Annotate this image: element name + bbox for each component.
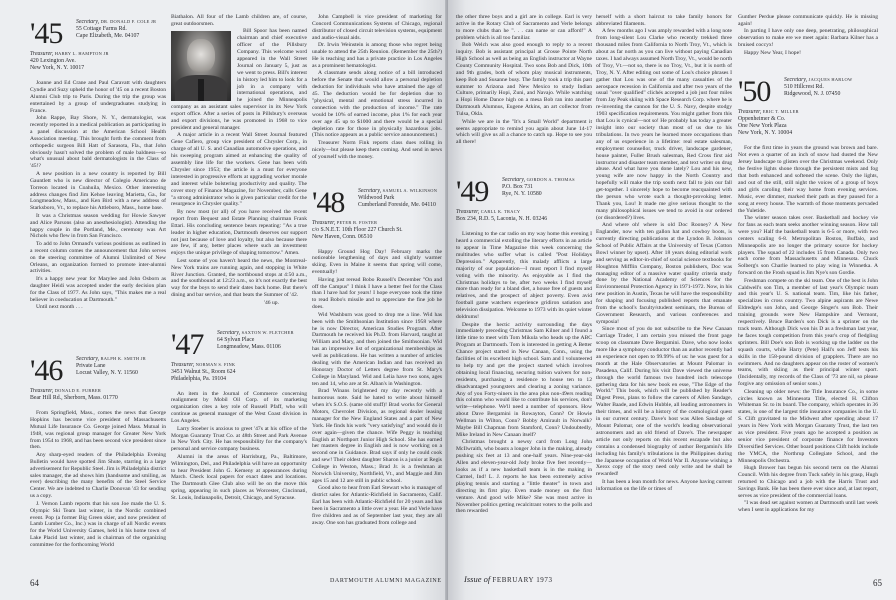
- paragraph: A classmate sends along notice of a bill introduced before the Senate that would allow a personal depletion deduction for individuals who have attained the age of 45. The deduction would be for depletion due to "physical, mental and emotional stress incurred in connection with the production of income." The rate would be 10% of earned income, plus 1% for each year over age 45 up to $1000 and there would be a special depletion rate for those in physically hazardous jobs. (This notice appears as a public service announcement.): [312, 70, 442, 139]
- column-2: [171, 14, 307, 579]
- secretary-name: RALPH K. SMITH JR: [100, 355, 146, 361]
- class-48-body: [312, 249, 442, 527]
- paragraph: Lest some of you haven't heard the news, the Montreal-New York trains are running again, and stopping in White River Junction. Granted, the northbound stops at 4:50 a.m., and the southbound at 12:23 a.m., so it's not exactly the best way for the boys to send their dates back home. But there's dining and bar service, and that beats the Summer of '42.: [171, 257, 307, 299]
- paragraph: In parting I have only one deep, penetrating, philosophical observation to make ere we meet again: Barbara Kilner has a bruised coccyx!: [738, 28, 878, 49]
- class-year-45: '45: [30, 17, 63, 50]
- treasurer-block: Treasurer, ERIC T. MILLER Oppenheimer & Co. One New York Plaza New York, N. Y. 10004: [738, 109, 799, 137]
- secretary-block: Secretary, DR. DONALD F. COLE JR 55 Cottage Farms Rd. Cape Elizabeth, Me. 04107: [76, 19, 157, 39]
- paragraph: Happy New Year, I hope!: [744, 49, 801, 56]
- column-6: [738, 14, 878, 574]
- portrait-photo: [171, 31, 231, 101]
- paragraph: "I was dead set against women at Dartmouth until last week when I sent in applications for my: [738, 500, 878, 514]
- paragraph: Brad Winans brightened my day recently with a humorous note. Said he hated to write about himself when it's S.O.S. (same old stuff)! Brad works for General Motors, Chevrolet Division, as regional dealer leasing manager for the New England States and a part of New York. He finds his work "very satisfying" and would do it over again—given the chance. Wife Peggy is teaching English at Northport Junior High School. She has earned her masters degree in English and is now working on a second one in Guidance. Brad says if only he could cook and sew! Their oldest daughter Sharon is a junior at Regis College in Weston, Mass.; Brad Jr. is a freshman at Norwich University, Northfield, Vt., and Maggie and Jim ages 15 and 12 are still in public school.: [312, 388, 442, 484]
- treasurer-block: Treasurer, PETER B. FOSTER c/o S.N.E.T. 10th Floor 227 Church St. New Haven, Conn. 06510: [312, 219, 403, 240]
- paragraph: Having just reread Bobo Russell's December "On and off the Campus" I think I have a better feel for the Class than I have had for years! I hope everyone took the time to read Bobo's missile and to appreciate the fine job he does.: [312, 276, 442, 311]
- class-46-header: [30, 355, 166, 402]
- secretary-block: Secretary, RALPH K. SMITH JR Private Lane Locust Valley, N. Y. 11560: [76, 355, 146, 376]
- treasurer-name: ERIC T. MILLER: [762, 109, 799, 115]
- paragraph: Larry Stoeber is anxious to greet '47s at his office of the Morgan Guaranty Trust Co. at 48th Street and Park Avenue in New York City. He has responsibility for the company's personal and service company business.: [171, 425, 307, 453]
- paragraph: Joanne and Ed Crane and Paul Caravatt with daughters Cyndie and Suzy upheld the honor of '45 on a recent Boston Alumni Club trip to Paris. During the trip the group was entertained by a group of undergraduates studying in France.: [30, 80, 166, 114]
- treasurer-block: Treasurer, DONALD E. FURBER Bear Hill Rd., Sherborn, Mass. 01770: [30, 387, 118, 401]
- paragraph: And where oh! where is old Doc Rooney? A New Englander, now with ten gallon hat and cowboy boots, is currently directing publications at the Lyndon B. Johnson School of Public Affairs at the University of Texas (Cotton Bowl winner by upset). After 18 years doing editorial work and serving as editor-in-chief of social science textbooks for Houghton Mifflin Company, Boston publishers, Doc was managing editor of a massive water quality criteria study done by the National Academy of Sciences for the Environmental Protection Agency in 1971-1972. Now, in his new position in Austin, Texas he will have the responsibility for shaping and focusing published reports that emanate from the school's faculty/student seminars, the Bureau of Government Research, and various conferences and symposia!: [596, 222, 732, 325]
- paragraph: An item in the Journal of Commerce concerning realignment by Mobil Oil Corp. of its marketing organization cites a key role of Russell Pfaff, who will continue as general manager of the West Coast division in Los Angeles.: [171, 390, 307, 425]
- treasurer-name: HARRY L. HAMPTON JR: [54, 51, 109, 56]
- paragraph: John Campbell is vice president of marketing for Concord Communications Systems of Chicago, regional distributor of closed circuit television systems, equipment and audio-visual aids.: [312, 14, 442, 41]
- paragraph: herself with a short haircut to take family honors for abbreviated filaments.: [596, 14, 732, 27]
- paragraph: A new position in a new country is reported by Bill Gauntlett who is new director of Colegio Americano de Torreon located in Coahuila, Mexico. Other interesting address changes find Jim Kehoe leaving Marietta, Ga., for Longmeadow, Mass., and Ken Bird with a new address of Starksboro, Vt., to replace his Attleboro, Mass., home base.: [30, 170, 166, 212]
- class-47-body: [171, 391, 307, 503]
- secretary-name: SAXTON W. FLETCHER: [241, 329, 294, 335]
- secretary-block: Secretary, JACQUES HARLOW 510 Hillcrest Rd. Ridgewood, N. J. 07450: [784, 77, 853, 98]
- paragraph: For the first time in years the ground was brown and bare. Not even a quarter of an inch of snow had dusted the New Jersey landscape to glisten over the Christmas weekend. Only the festive lights shone through the persistent mists and fog that both enhanced and softened the scene. Only the lights, and out of the still, still night the voices of a group of boys and girls caroling their way home from evening services. Music, ever dimmer, marked their path as they paused for a song at every house. The warmth of those moments pervaded the Yuletide.: [738, 145, 878, 214]
- class-year-46: '46: [30, 353, 63, 387]
- column-1: [30, 14, 166, 579]
- paragraph: It was a Christmas season wedding for Howie Sawyer and Alice Parsons (also an anesthesiologist). Attending the happy couple in the Portland, Me., ceremony was Art Nichols who flew in from San Francisco.: [30, 212, 166, 240]
- paragraph: Listening to the car radio on my way home this evening I heard a commercial extolling the literary efforts in an article to appear in Time Magazine this week concerning the multitudes who suffer what is called "Post Holidays Depression." Apparently, this malady afflicts a large majority of our population—I must report I find myself voting with the minority. As enjoyable as I find the Christmas holidays to be, after two weeks I find myself more than ready for a bland diet, a house free of guests and relatives, and the prospect of abject poverty. Even avid football game watchers experience gridiron satiation and television dissipation. Welcome to 1973 with its quiet winter doldrums!: [456, 231, 592, 321]
- secretary-name: DR. DONALD F. COLE JR: [100, 19, 157, 24]
- paragraph: From Springfield, Mass., comes the news that George Hopkins has become vice president of Massachusetts Mutual Life Insurance Co. George joined Mass. Mutual in 1948, was regional group manager for Greater New York from 1954 to 1968, and has been second vice president since then.: [30, 409, 166, 451]
- paragraph: Hugh Brower has begun his second term on the Alumni Council. With his degree from Tuck safely in his grasp, Hugh returned to Chicago and a job with the Harris Trust and Savings Bank. He has been there ever since and, at last report, serves as vice president of the commercial loans.: [738, 465, 878, 499]
- paragraph: Bill Spoor has been named chairman and chief executive officer of the Pillsbury Company. This welcome word appeared in the Wall Street Journal on January 5, just as we went to press. Bill's interest in history led him to look for a job in a company with international operations, and he joined the Minneapolis company as an assistant sales supervisor in its New York export office. After a series of posts in Pillsbury's overseas and export divisions, he was promoted in 1968 to vice president and general manager.: [171, 28, 307, 131]
- paragraph: Alumni in the areas of Harrisburg, Pa., Baltimore, Wilmington, Del., and Philadelphia will have an opportunity to hear President John G. Kemeny at appearances during March. Check local papers for exact dates and locations. The Dartmouth Glee Club also will be on the move this spring, appearing in such places as Worcester, Cincinnati, St. Louis, Indianapolis, Detroit, Chicago, and Syracuse.: [171, 453, 307, 502]
- column-5: [596, 14, 732, 579]
- paragraph: It has been a lean month for news. Anyone having current information on the life or times of: [596, 478, 732, 492]
- paragraph: the other three boys and a girl are in college. Earl is very active in the Rotary Club of Sacramento and Verle belongs to more clubs than he ". . . can name or can afford!" A problem which is all too familiar.: [456, 14, 592, 41]
- paragraph: Happy Ground Hog Day! February marks the noticeable lengthening of days and slightly warmer skiing. Even in Maine it seems that spring will come, eventually!: [312, 248, 442, 276]
- paragraph: Treasurer Norm Fink reports class dues rolling in nicely—but please keep them coming. And send in news of yourself with the money.: [312, 139, 442, 160]
- paragraph: To add to John Ormand's various positions as outlined in a recent column comes the announcement that John serves on the steering committee of Alumni Unlimited of New Orleans, an organization formed to promote inter-alumni activities.: [30, 240, 166, 275]
- secretary-name: JACQUES HARLOW: [808, 77, 853, 83]
- signoff: '46 up.: [264, 299, 279, 306]
- treasurer-name: DONALD E. FURBER: [54, 387, 102, 393]
- paragraph: It's a happy new year for Marylee and John Osborn as daughter Heidi was accepted under the early decision plan for the Class of 1977. As John says, "This makes me a real believer in coeducation at Dartmouth.": [30, 275, 166, 303]
- paragraph: Since most of you do not subscribe to the New Canaan Carriage Trader, I am certain you missed the front page scoop on classmate Dave Bergamini. Dave, who now looks more like a symphony conductor than an author recently had an experience not open to 99.99% of us: he was guest for a month at the Hale Observatories at Mount Palomar in Pasadena, Calif. During his visit Dave viewed the universe through the world famous two hundred inch telescope gathering data for his new book en esse, "The Edge of the World." This book, which will be published by Reader's Digest Press, plans to follow the careers of Allen Sandage, Walter Baade, and Edwin Hubble, all leading astronomers in their times, and will be a history of the cosmological quest in our current century. Dave's host was Allen Sandage of Mount Palomar, one of the world's leading observational astronomers and an old friend of Dave's. The newspaper article not only reports on this recent escapade but also contains a condensed biography of author Bergamini's life including his family's tribulations in the Philippines during the Japanese occupation of World War II. Anyone wishing a Xerox copy of the story need only write and he shall be rewarded!: [596, 326, 732, 478]
- paragraph: Bob Welch was also good enough to reply to a recent inquiry. Bob is assistant principal at Grosse Pointe North High School as well as being an English instructor at Wayne County Community Hospital. Two sons Bob and Dick, 10th and 9th grades, both of whom play musical instruments, keep Bob and Susanne busy. The family took a trip this past summer to Arizona and New Mexico to study Indian Culture, primarily Hopi, Zuni, and Navajo. While watching a Hopi Home Dance high on a mesa Bob ran into another Dartmouth Alumnus, Eugene Atkins, an art collector from Tulsa, Okla.: [456, 42, 592, 118]
- class-47-header: [171, 329, 307, 383]
- secretary-block: Secretary, SAMUEL A. WILKINSON Wildwood Park Cumberland Foreside, Me. 04110: [358, 187, 438, 208]
- column-4: [456, 14, 592, 576]
- treasurer-block: Treasurer, NORMAN S. FINK 3451 Walnut St., Room 624 Philadelphia, Pa. 19104: [171, 361, 236, 382]
- class-year-50: '50: [738, 75, 771, 109]
- right-page-65: [448, 0, 896, 600]
- class-year-47: '47: [171, 327, 204, 361]
- paragraph: John Rappe, Bay Shore, N. Y., dermatologist, was recently reported in a medical publication as participating in a panel discussion at the American School Health Association meeting. This brought forth the comment from orthopedic surgeon Bill Hatt of Sarasota, Fla., that John obviously hasn't solved the problem of male baldness—so what's unusual about bald dermatologists in the Class of '45!?: [30, 115, 166, 170]
- treasurer-block: Treasurer, CARLL K. TRACY Box 234, R.D. 5, Laconia, N. H. 03246: [456, 209, 548, 223]
- paragraph: While we are in the "It's a Small World" department it seems appropriate to remind you again about June 14-17 which will give us all a chance to catch up. Hope to see you all there!: [456, 118, 592, 146]
- paragraph: Dr. Irwin Weinstein is among those who regret being unable to attend the 25th Reunion. (Remember the 25th?) He is teaching and has a private practice in Los Angeles as a prominent hematologist.: [312, 42, 442, 69]
- secretary-block: Secretary, SAXTON W. FLETCHER 64 Sylvan Place Longmeadow, Mass. 01106: [217, 329, 294, 350]
- paragraph: Until next month . . .: [36, 304, 83, 310]
- class-49-body: [456, 231, 592, 515]
- paragraph: Biathalon. All four of the Lamb children are, of course, great outdoorsmen.: [171, 14, 307, 27]
- paragraph: The winter season takes over. Basketball and hockey vie for fans as each team seeks another winning season. How tall were you? Half the basketball team is 6-5 or more, with two centers scaling 6-8. Metropolitan Boston, Buffalo, and Minneapolis are no longer the primary source for hockey players. The squad of 22 includes 15 from Canada. Only two each come from Massachusetts and Minnesota. Chuck Solberg's son Charlie learned to play wing in Winnetka. A forward on the Frosh squad is Jim Nye's son Gordie.: [738, 215, 878, 277]
- treasurer-name: NORMAN S. FINK: [195, 361, 236, 367]
- secretary-name: SAMUEL A. WILKINSON: [382, 187, 438, 193]
- paragraph: J. Vernon Lamb reports that his son Joe made the U. S. Olympic Ski Team last winter, in the Nordic combined event. Pop (a former Big Green skier, and now president of Lamb Lumber Co., Inc.) was in charge of all Nordic events for the World University Games, held in his home town of Lake Placid last winter, and is chairman of the organizing committee for the forthcoming World: [30, 500, 166, 549]
- class-48-header: [312, 187, 442, 241]
- class-49-header: [456, 176, 592, 223]
- issue-date-footer: Issue of FEBRUARY 1973: [464, 574, 553, 584]
- class-year-48: '48: [312, 185, 345, 219]
- page-number-right: 65: [873, 578, 882, 588]
- class-46-body: [30, 410, 166, 549]
- paragraph: Despite the hectic activity surrounding the days immediately preceding Christmas Sam Kilner and I found a little time to meet with Tom Mikula who heads up the ABC Program at Dartmouth. Tom is interested in getting A Better Chance project started in New Canaan, Conn., using the facilities of its excellent high school. Sam and I volunteered to help try and get the project started which involves obtaining local financing, securing tuition waivers for non-residents, purchasing a residence to house ten to 12 disadvantaged youngsters and clearing a zoning variance. Any of you Forty-niners in the area plus non-49ers reading this column who would like to contribute his services, don't write—telephone. We'll need a number of sponsors. How about Dave Bergamini in Rowayton, Conn? Or Howie Wellman in Wilton, Conn? Bobby Amirault in Norwalk? Maybe Bill Chapman from Stamford, Conn? Undoubtedly, Mike Ireland in New Canaan itself?: [456, 321, 592, 438]
- class-45-header: [30, 18, 166, 72]
- paragraph: Wid Washburn was good to drop me a line. Wid has been with the Smithsonian Institution since 1958 where he is now Director, American Studies Program. After Dartmouth he received his Ph.D. from Harvard, taught at William and Mary, and then joined the Smithsonian. Wid has an impressive list of organizational memberships as well as publications. He has written a number of articles dealing with the American Indian and has received an Honorary Doctor of Letters degree from St. Mary's College in Maryland. Wid and Lelia have two sons, ages ten and 14, who are at St. Alban's in Washington.: [312, 311, 442, 387]
- treasurer-name: PETER B. FOSTER: [336, 219, 378, 225]
- paragraph: A major article in a recent Wall Street Journal featured Gene Cafiero, group vice president of Chrysler Corp., in charge of all U. S. and Canadian automotive operations, and his sweeping program aimed at enhancing the quality of assembly line life for the workers. Gene has been with Chrysler since 1953; the article is a must for everyone interested in progressive efforts at upgrading worker morale and interest while bolstering productivity and quality. The cover story of Finance Magazine, for November, calls Gene "a strong administrator who is given particular credit for the resurgence in Chrysler quality.": [171, 132, 307, 208]
- class-45-body: [30, 80, 166, 311]
- paragraph: Christmas brought a newsy card from Long John McIlwraith, who boasts a longer John in the making, already pushing six feet at 13 and one-half years. Nine-year-old Allen and eleven-year-old Jody broke five feet recently—looks as if a new basketball team is in the making in Carmel, Ind! L. J. reports he has been extremely active playing tennis and starting a "little theater" in town and directing its first play. Even made money on the first venture. And good wife Mike? She was most active in November politics getting recalcitrant voters to the polls and then rewarded: [456, 439, 592, 515]
- paragraph: Good also to hear from Earl Stewart who is manager of district sales for Atlantic-Richfield in Sacramento, Calif. Earl has been with Atlantic-Richfield for 20 years and has been in Sacramento a little over a year. He and Verle have five children and as of September last year, they are all away. One son has graduated from college and: [312, 485, 442, 526]
- class-year-49: '49: [456, 175, 489, 209]
- column-3: [312, 14, 442, 574]
- class-50-header: [738, 76, 878, 137]
- treasurer-name: CARLL K. TRACY: [480, 209, 521, 215]
- paragraph: Freshman compete on the ski team. One of the best is John Caldwell's son Tim, a member of last year's Olympic team and this year's U. S. national team. Tim, like his father, specializes in cross country. Two alpine aspirants are Newe Eldredge's son John, and George Singer's son Bob. Their training grounds were New Hampshire and Vermont, respectively. Bruce Barden's son Dick is a sprinter on the track team. Although Dick won his D as a freshman last year, he faces tough competition from this year's crop of fledgling sprinters. Bill Doe's son Bob is working up the ladder on the squash courts, while Harry (Pete) Hall's son Jeff tests his skills in the 158-pound division of grapplers. There are no swimmers. And no daughters appear on the roster of women's teams, with skiing as their principal winter sport. (Incidentally, my records of the Class of '73 are nil, so please forgive any omission of senior sons.): [738, 277, 878, 388]
- page-number-left: 64: [30, 578, 39, 588]
- secretary-name: GORDON A. THOMAS: [526, 177, 575, 183]
- paragraph: Gunther Perdue please communicate quickly. He is missing again!: [738, 14, 878, 27]
- treasurer-block: Treasurer, HARRY L. HAMPTON JR 420 Lexington Ave. New York, N. Y. 10017: [30, 51, 109, 71]
- paragraph: By now most (or all) of you have received the recent report from Bequest and Estate Planning chairman Frank Ettari. His concluding sentence bears repeating: "As a true leader in higher education, Dartmouth deserves our support not just because of love and loyalty, but also because there are few, if any, better places where such an investment enjoys the unique privilege of shaping tomorrow." Amen.: [171, 208, 307, 257]
- magazine-title-footer: DARTMOUTH ALUMNI MAGAZINE: [330, 578, 442, 584]
- secretary-block: Secretary, GORDON A. THOMAS P.O. Box 731 Rye, N. Y. 10580: [502, 177, 575, 198]
- paragraph: Any sharp-eyed readers of the Philadelphia Evening Bulletin would have spotted Jim Shute, starring in a large advertisement for Republic Steel. Jim is Philadelphia district sales manager, the ad shows him (handsome and smiling, as ever) describing the many benefits of the Steel Service Center. We are indebted to Charlie Donovan '43 for sending us a copy.: [30, 451, 166, 500]
- paragraph: A few months ago I was amply rewarded with a long note from long-silent Lou Clarke who recently trekked three thousand miles from California to North Troy, Vt., which is about as far north as you can live without paying Canadian taxes. I had always assumed North Troy, Vt., would be north of Troy, Vt.—not so, there is no Troy, Vt., but it is north of Troy, N. Y. After editing out some of Lou's choice phrases I gather that Lou was one of the many casualties of the aerospace recession in California and after two years of the usual "over qualified" clichés accepted a job just four miles from Jay Peak skiing with Space Research Corp. where he is re-inventing the cannon for the U. S. Navy, despite stodgy 1903 specification requirements. You might gather from this that Lou is cynical—not so! He probably has today a greater insight into our society than most of us due to his tribulations. In two years he learned more occupations than any of us experience in a lifetime: real estate salesman, employment counsellor, truck driver, landscape gardener, house painter, Fuller Brush salesman, Red Cross first aid instructor and disaster team member, and text writer on drug abuse. And what have you done lately? Lou and his new, young wife are now happy in the North Country and hopefully will make the trip south next fall to join our fall get-together. I sincerely hope to become reacquainted with the person who wrote such a thought-provoking letter. Thank you, Lou! It made me give serious thought to the many philosophical issues we tend to avoid in our ordered (or disordered?) lives.: [596, 28, 732, 221]
- class-50-body: [738, 145, 878, 514]
- paragraph: Cleaning up older news: the Title Insurance Co., in some circles known as Minnesota Title, elected H. Clifton Whiteman Sr. to its board. The company, which operates in 36 states, is one of the largest title insurance companies in the U. S. Clift gravitated to the Midwest after spending about 17 years in New York with Morgan Guaranty Trust, the last ten as vice president. Five years ago he accepted a position as senior vice president of corporate finance for Investors Diversified Services. Other board positions Clift holds include the YMCA, the Northrup Collegiate School, and the Minneapolis Orchestra.: [738, 388, 878, 464]
